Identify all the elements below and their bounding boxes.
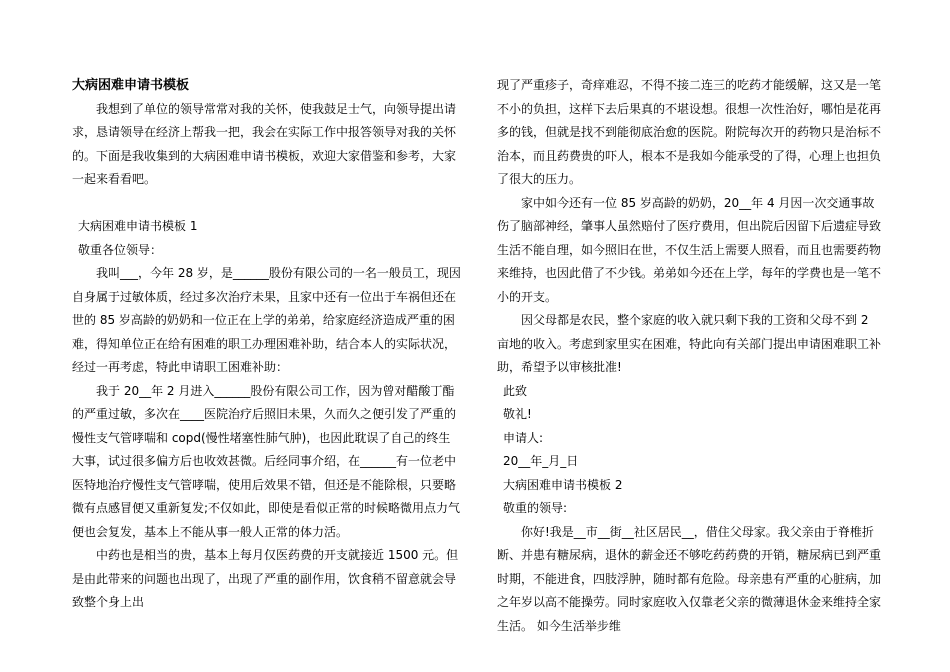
salutation: 敬重各位领导： — [78, 242, 163, 257]
body-paragraph-3: 中药也是相当的贵，基本上每月仅医药费的开支就接近 1500 元。但是由此带来的问题也出现了，出现了严重的副作用，饮食稍不留意就会导致整个身上出 — [72, 548, 459, 609]
body-paragraph-7: 你好!我是__市__街__社区居民__，借住父母家。我父亲由于脊椎折断、并患有糖尿病，退休的薪金还不够吃药药费的开销，糖尿病已到严重时期，不能进食，四肢浮肿，随时都有危险。母亲患有严重的心脏病，加之年岁以高不能操劳。同时家庭收入仅靠老父亲的微薄退休金来维持全家生活。 如今生活举步维 — [497, 524, 882, 633]
date-line: 20__年_月_日 — [503, 454, 579, 468]
right-column — [497, 74, 882, 638]
intro-paragraph: 我想到了单位的领导常常对我的关怀，使我鼓足士气，向领导提出请求，恳请领导在经济上帮我一把，我会在实际工作中报答领导对我的关怀的。下面是我收集到的大病困难申请书模板，欢迎大家借鉴和参考，大家一起来看看吧。 — [72, 101, 457, 186]
body-paragraph-5: 家中如今还有一位 85 岁高龄的奶奶，20__年 4 月因一次交通事故伤了脑部神经，肇事人虽然赔付了医疗费用，但出院后因留下后遗症导致生活不能自理，如今照旧在世，不仅生活上需要人照看，而且也需要药物来维持，也因此借了不少钱。弟弟如今还在上学，每年的学费也是一笔不小的开支。 — [497, 195, 882, 304]
template2-heading: 大病困难申请书模板 2 — [503, 477, 623, 492]
blank-line — [72, 192, 462, 216]
body-paragraph-2: 我于 20__年 2 月进入______股份有限公司工作，因为曾对醋酸丁酯的严重过敏，多次在____医院治疗后照旧未果，久而久之便引发了严重的慢性支气管哮喘和 copd(慢性堵塞性肺气肿)，也因此耽误了自己的终生大事，试过很多偏方后也收效甚微。后经同事介绍，在______有一位老中医特地治疗慢性支气管哮喘，使用后效果不错，但还是不能除根，只要略微有点感冒便又重新复发;不仅如此，即使是看似正常的时候略微用点力气便也会复发，基本上不能从事一般人正常的体力活。 — [72, 383, 461, 539]
body-paragraph-6: 因父母都是农民，整个家庭的收入就只剩下我的工资和父母不到 2 亩地的收入。考虑到家里实在困难，特此向有关部门提出申请困难职工补助，希望予以审核批准! — [497, 313, 882, 374]
body-paragraph-1: 我叫___，今年 28 岁，是______股份有限公司的一名一般员工，现因自身属于过敏体质，经过多次治疗未果，且家中还有一位出于车祸但还在世的 85 岁高龄的奶奶和一位正在上学的弟弟，给家庭经济造成严重的困难，得知单位正在给有困难的职工办理困难补助，结合本人的实际状况，经过一再考虑，特此申请职工困难补助： — [72, 266, 461, 374]
document-title: 大病困难申请书模板 — [72, 78, 190, 93]
left-column — [72, 74, 462, 615]
body-paragraph-4: 现了严重疹子，奇痒难忍，不得不接二连三的吃药才能缓解，这又是一笔不小的负担，这样下去后果真的不堪设想。很想一次性治好，哪怕是花再多的钱，但就是找不到能彻底治愈的医院。附院每次开的药物只是治标不治本，而且药费贵的吓人，根本不是我如今能承受的了得，心理上也担负了很大的压力。 — [497, 78, 882, 186]
closing-jingli: 敬礼! — [503, 407, 532, 421]
applicant-line: 申请人: — [503, 430, 544, 445]
template1-heading: 大病困难申请书模板 1 — [78, 219, 198, 233]
closing-cizhi: 此致 — [503, 383, 528, 398]
salutation-2: 敬重的领导: — [503, 501, 568, 515]
